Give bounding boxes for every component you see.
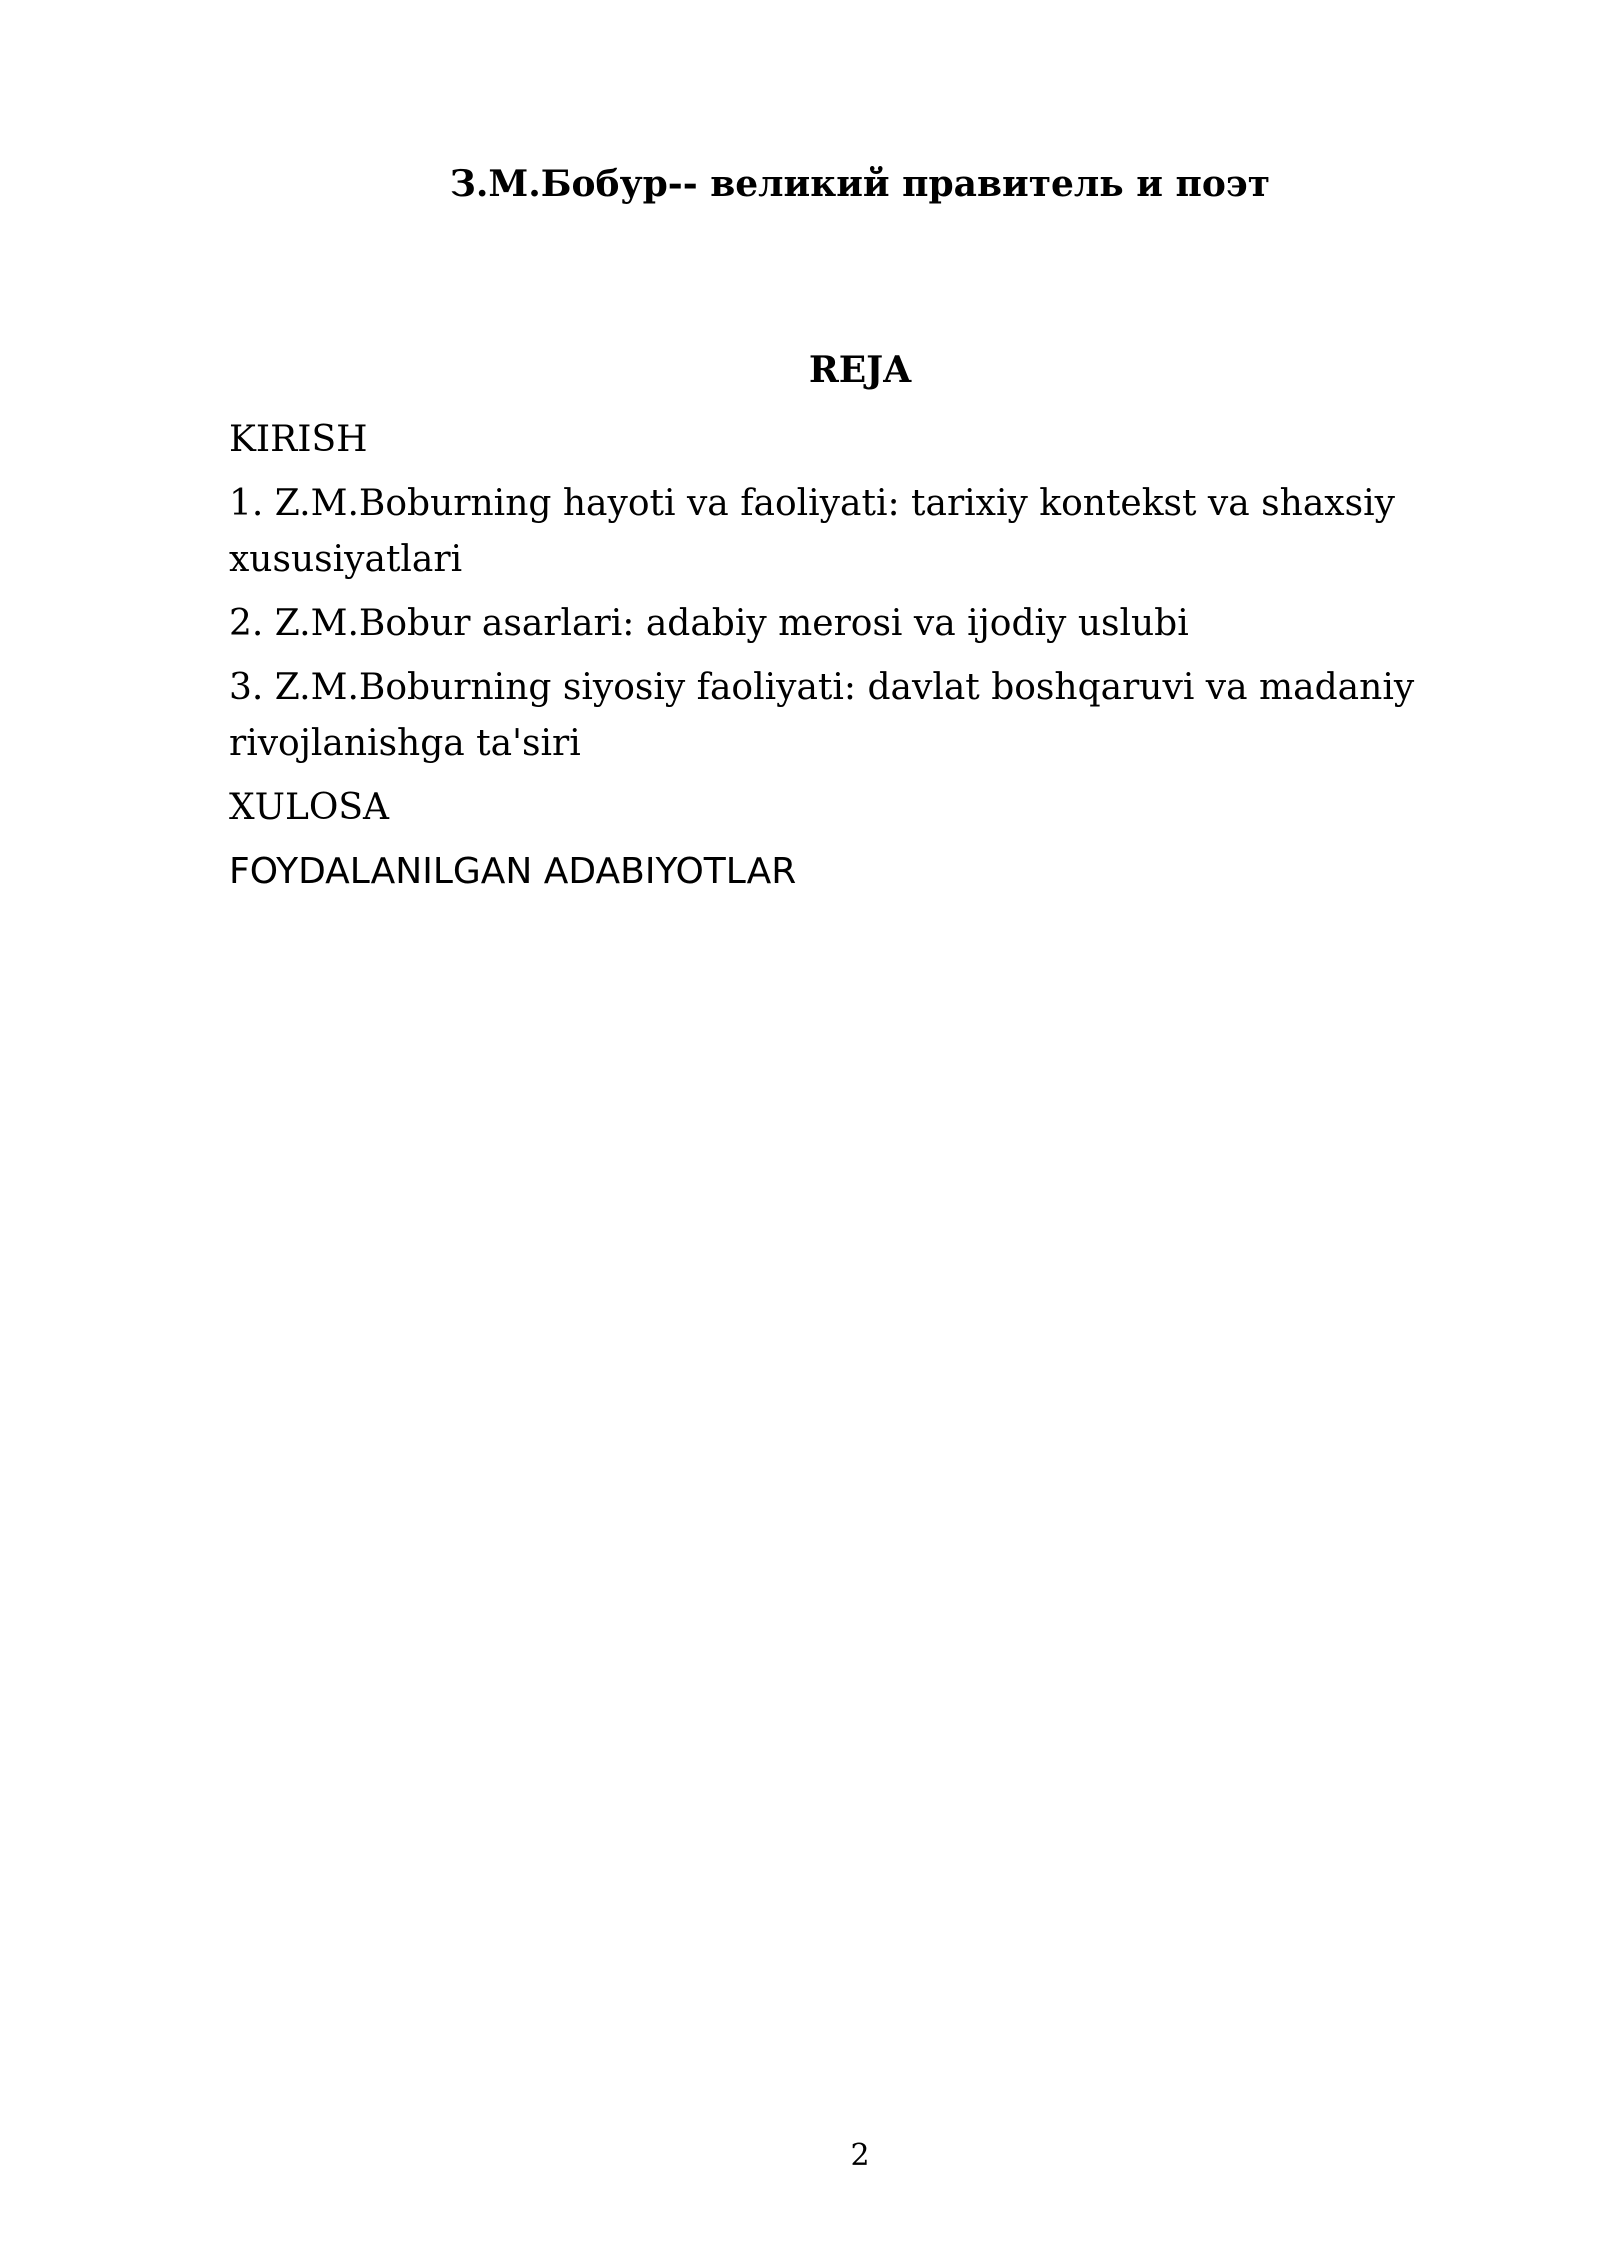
- plan-item-3: 3. Z.M.Boburning siyosiy faoliyati: davlat boshqaruvi va madaniy rivojlanishga ta'siri: [229, 667, 1415, 764]
- plan-item-1: 1. Z.M.Boburning hayoti va faoliyati: tarixiy kontekst va shaxsiy xususiyatlari: [229, 483, 1395, 580]
- plan-item-conclusion: XULOSA: [229, 787, 390, 828]
- plan-item-introduction: KIRISH: [229, 419, 368, 460]
- plan-item-2: 2. Z.M.Bobur asarlari: adabiy merosi va ijodiy uslubi: [229, 603, 1189, 644]
- page-number: 2: [850, 2138, 870, 2173]
- plan-item-references: FOYDALANILGAN ADABIYOTLAR: [229, 851, 797, 892]
- plan-heading: REJA: [808, 349, 912, 391]
- document-title: З.М.Бобур-- великий правитель и поэт: [449, 163, 1271, 205]
- plan-list: [229, 412, 1489, 908]
